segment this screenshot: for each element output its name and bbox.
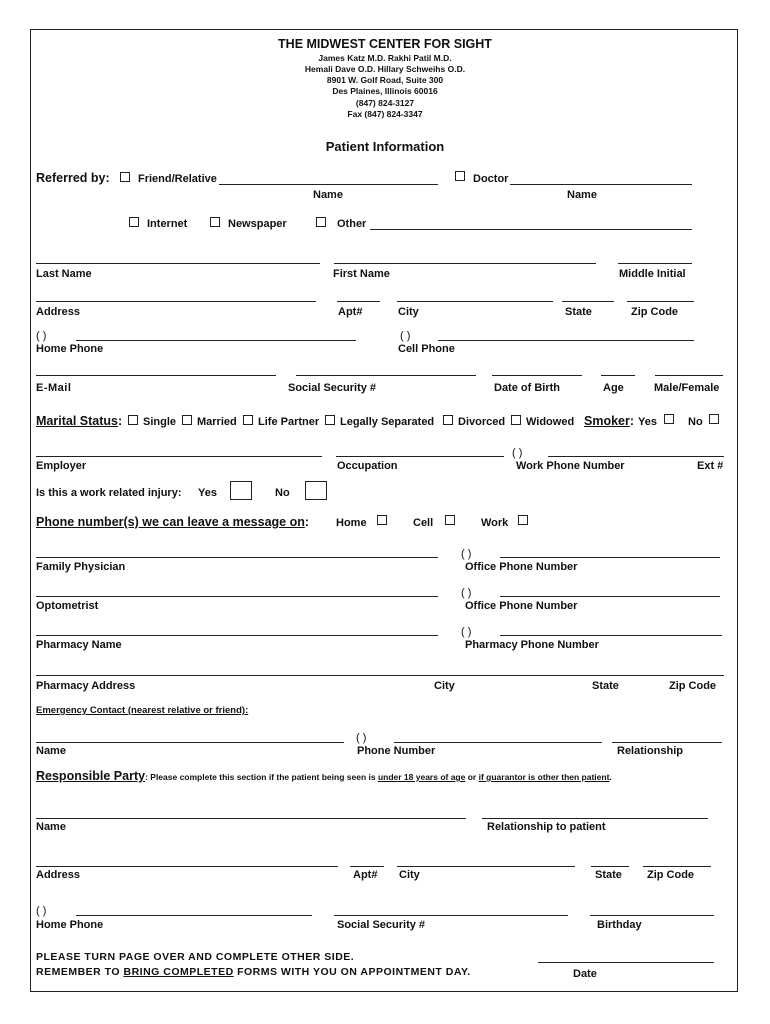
divorced-checkbox[interactable] <box>443 415 453 425</box>
work-injury-no-box[interactable] <box>305 481 327 500</box>
internet-checkbox[interactable] <box>129 217 139 227</box>
doctor-label: Doctor <box>473 173 509 185</box>
smoker-heading <box>584 415 634 427</box>
responsible-text-b: under 18 years of age <box>377 772 466 782</box>
marital-status-heading <box>36 415 122 427</box>
first-name-field[interactable] <box>334 263 596 264</box>
email-label: E-Mail <box>36 382 72 394</box>
address-line-1: 8901 W. Golf Road, Suite 300 <box>326 75 444 85</box>
message-phone-label: Phone number(s) we can leave a message on <box>36 515 305 529</box>
responsible-party-label: Responsible Party <box>36 769 146 783</box>
middle-initial-label: Middle Initial <box>619 268 686 280</box>
message-home-checkbox[interactable] <box>377 515 387 525</box>
other-field[interactable] <box>370 229 692 230</box>
city-field[interactable] <box>397 301 553 302</box>
phone-number: (847) 824-3127 <box>355 98 415 108</box>
responsible-name-label: Name <box>36 821 66 833</box>
responsible-party-heading <box>36 770 612 783</box>
responsible-city-field[interactable] <box>397 866 575 867</box>
org-name: THE MIDWEST CENTER FOR SIGHT <box>278 37 492 51</box>
family-physician-field[interactable] <box>36 557 438 558</box>
office-phone-paren: ( ) <box>461 548 472 560</box>
single-checkbox[interactable] <box>128 415 138 425</box>
responsible-city-label: City <box>399 869 420 881</box>
doctor-name-caption: Name <box>567 189 597 201</box>
other-label: Other <box>337 218 367 230</box>
middle-initial-field[interactable] <box>618 263 692 264</box>
smoker-no-label: No <box>688 416 703 428</box>
apt-label: Apt# <box>338 306 363 318</box>
responsible-apt-label: Apt# <box>353 869 378 881</box>
date-field[interactable] <box>538 962 714 963</box>
emergency-phone-field[interactable] <box>394 742 602 743</box>
office-phone-label: Office Phone Number <box>465 561 578 573</box>
smoker-yes-label: Yes <box>638 416 657 428</box>
responsible-text-c: or <box>465 772 479 782</box>
home-phone-field[interactable] <box>76 340 356 341</box>
doctor-name-field[interactable] <box>510 184 692 185</box>
friend-name-caption: Name <box>313 189 343 201</box>
emergency-name-field[interactable] <box>36 742 344 743</box>
employer-label: Employer <box>36 460 87 472</box>
date-label: Date <box>573 968 597 980</box>
friend-relative-label: Friend/Relative <box>138 173 217 185</box>
legally-separated-label: Legally Separated <box>340 416 435 428</box>
responsible-ssn-label: Social Security # <box>337 919 426 931</box>
ssn-label: Social Security # <box>288 382 377 394</box>
work-injury-no-label: No <box>275 487 290 499</box>
responsible-home-phone-field[interactable] <box>76 915 312 916</box>
emergency-phone-label: Phone Number <box>357 745 436 757</box>
occupation-label: Occupation <box>337 460 398 472</box>
message-phone-heading <box>36 516 309 528</box>
emergency-relationship-label: Relationship <box>617 745 684 757</box>
work-injury-yes-box[interactable] <box>230 481 252 500</box>
responsible-birthday-field[interactable] <box>590 915 714 916</box>
smoker-colon: : <box>629 414 635 428</box>
responsible-address-label: Address <box>36 869 81 881</box>
work-phone-label: Work Phone Number <box>516 460 625 472</box>
internet-label: Internet <box>147 218 188 230</box>
doctor-checkbox[interactable] <box>455 171 465 181</box>
address-label: Address <box>36 306 81 318</box>
friend-relative-checkbox[interactable] <box>120 172 130 182</box>
responsible-relationship-label: Relationship to patient <box>487 821 606 833</box>
widowed-label: Widowed <box>526 416 575 428</box>
responsible-home-phone-label: Home Phone <box>36 919 104 931</box>
responsible-text-e: . <box>609 772 612 782</box>
smoker-no-checkbox[interactable] <box>709 414 719 424</box>
form-border <box>30 29 738 992</box>
footer-line-2c: FORMS WITH YOU ON APPOINTMENT DAY. <box>233 966 471 978</box>
message-home-label: Home <box>336 517 367 529</box>
zip-field[interactable] <box>627 301 694 302</box>
life-partner-checkbox[interactable] <box>243 415 253 425</box>
responsible-address-field[interactable] <box>36 866 338 867</box>
smoker-yes-checkbox[interactable] <box>664 414 674 424</box>
responsible-zip-field[interactable] <box>643 866 711 867</box>
emergency-contact-label: Emergency Contact (nearest relative or friend): <box>36 705 249 716</box>
newspaper-label: Newspaper <box>228 218 287 230</box>
marital-colon: : <box>117 414 123 428</box>
work-injury-yes-label: Yes <box>198 487 217 499</box>
cell-phone-field[interactable] <box>438 340 694 341</box>
legally-separated-checkbox[interactable] <box>325 415 335 425</box>
gender-field[interactable] <box>655 375 723 376</box>
optometrist-phone-label: Office Phone Number <box>465 600 578 612</box>
pharmacy-zip-label: Zip Code <box>669 680 717 692</box>
responsible-apt-field[interactable] <box>350 866 384 867</box>
doctors-line-1: James Katz M.D. Rakhi Patil M.D. <box>318 53 452 63</box>
pharmacy-state-label: State <box>592 680 619 692</box>
responsible-ssn-field[interactable] <box>334 915 568 916</box>
dob-field[interactable] <box>492 375 582 376</box>
address-field[interactable] <box>36 301 316 302</box>
divorced-label: Divorced <box>458 416 506 428</box>
work-injury-question: Is this a work related injury: <box>36 487 182 499</box>
optometrist-phone-paren: ( ) <box>461 587 472 599</box>
responsible-state-field[interactable] <box>591 866 629 867</box>
pharmacy-phone-field[interactable] <box>500 635 722 636</box>
last-name-field[interactable] <box>36 263 320 264</box>
ext-label: Ext # <box>697 460 724 472</box>
pharmacy-name-label: Pharmacy Name <box>36 639 122 651</box>
occupation-field[interactable] <box>336 456 504 457</box>
ssn-field[interactable] <box>296 375 476 376</box>
emergency-name-label: Name <box>36 745 66 757</box>
city-label: City <box>398 306 419 318</box>
emergency-phone-paren: ( ) <box>356 732 367 744</box>
fax-number: Fax (847) 824-3347 <box>347 109 423 119</box>
pharmacy-city-label: City <box>434 680 455 692</box>
dob-label: Date of Birth <box>494 382 560 394</box>
message-work-checkbox[interactable] <box>518 515 528 525</box>
responsible-text-a: : Please complete this section if the patient being seen is <box>145 772 378 782</box>
cell-phone-paren: ( ) <box>400 330 411 342</box>
responsible-relationship-field[interactable] <box>482 818 708 819</box>
message-work-label: Work <box>481 517 509 529</box>
message-cell-label: Cell <box>413 517 434 529</box>
married-label: Married <box>197 416 237 428</box>
single-label: Single <box>143 416 177 428</box>
pharmacy-address-label: Pharmacy Address <box>36 680 136 692</box>
address-line-2: Des Plaines, Illinois 60016 <box>332 86 438 96</box>
optometrist-label: Optometrist <box>36 600 99 612</box>
emergency-relationship-field[interactable] <box>612 742 722 743</box>
apt-field[interactable] <box>337 301 380 302</box>
smoker-label: Smoker <box>584 414 630 428</box>
zip-label: Zip Code <box>631 306 679 318</box>
form-title: Patient Information <box>325 139 445 154</box>
home-phone-paren: ( ) <box>36 330 47 342</box>
employer-field[interactable] <box>36 456 322 457</box>
doctors-line-2: Hemali Dave O.D. Hillary Schweihs O.D. <box>304 64 466 74</box>
work-phone-paren: ( ) <box>512 447 523 459</box>
office-phone-field[interactable] <box>500 557 720 558</box>
work-phone-field[interactable] <box>548 456 724 457</box>
state-field[interactable] <box>562 301 614 302</box>
message-cell-checkbox[interactable] <box>445 515 455 525</box>
first-name-label: First Name <box>333 268 390 280</box>
referred-by-label: Referred by: <box>36 171 110 185</box>
family-physician-label: Family Physician <box>36 561 126 573</box>
pharmacy-phone-label: Pharmacy Phone Number <box>465 639 599 651</box>
other-checkbox[interactable] <box>316 217 326 227</box>
newspaper-checkbox[interactable] <box>210 217 220 227</box>
pharmacy-address-field[interactable] <box>36 675 724 676</box>
last-name-label: Last Name <box>36 268 92 280</box>
optometrist-field[interactable] <box>36 596 438 597</box>
footer-line-1: PLEASE TURN PAGE OVER AND COMPLETE OTHER SIDE. <box>36 951 355 963</box>
home-phone-label: Home Phone <box>36 343 104 355</box>
responsible-zip-label: Zip Code <box>647 869 695 881</box>
pharmacy-name-field[interactable] <box>36 635 438 636</box>
age-label: Age <box>603 382 624 394</box>
widowed-checkbox[interactable] <box>511 415 521 425</box>
married-checkbox[interactable] <box>182 415 192 425</box>
state-label: State <box>565 306 592 318</box>
message-colon: : <box>304 515 310 529</box>
responsible-text-d: if guarantor is other then patient <box>478 772 610 782</box>
footer-line-2 <box>36 966 471 978</box>
gender-label: Male/Female <box>654 382 720 394</box>
responsible-state-label: State <box>595 869 622 881</box>
marital-status-label: Marital Status <box>36 414 118 428</box>
responsible-name-field[interactable] <box>36 818 466 819</box>
footer-line-2b: BRING COMPLETED <box>123 966 234 978</box>
cell-phone-label: Cell Phone <box>398 343 455 355</box>
friend-name-field[interactable] <box>219 184 438 185</box>
age-field[interactable] <box>601 375 635 376</box>
pharmacy-phone-paren: ( ) <box>461 626 472 638</box>
email-field[interactable] <box>36 375 276 376</box>
optometrist-phone-field[interactable] <box>500 596 720 597</box>
responsible-phone-paren: ( ) <box>36 905 47 917</box>
footer-line-2a: REMEMBER TO <box>36 966 124 978</box>
life-partner-label: Life Partner <box>258 416 320 428</box>
responsible-birthday-label: Birthday <box>597 919 642 931</box>
